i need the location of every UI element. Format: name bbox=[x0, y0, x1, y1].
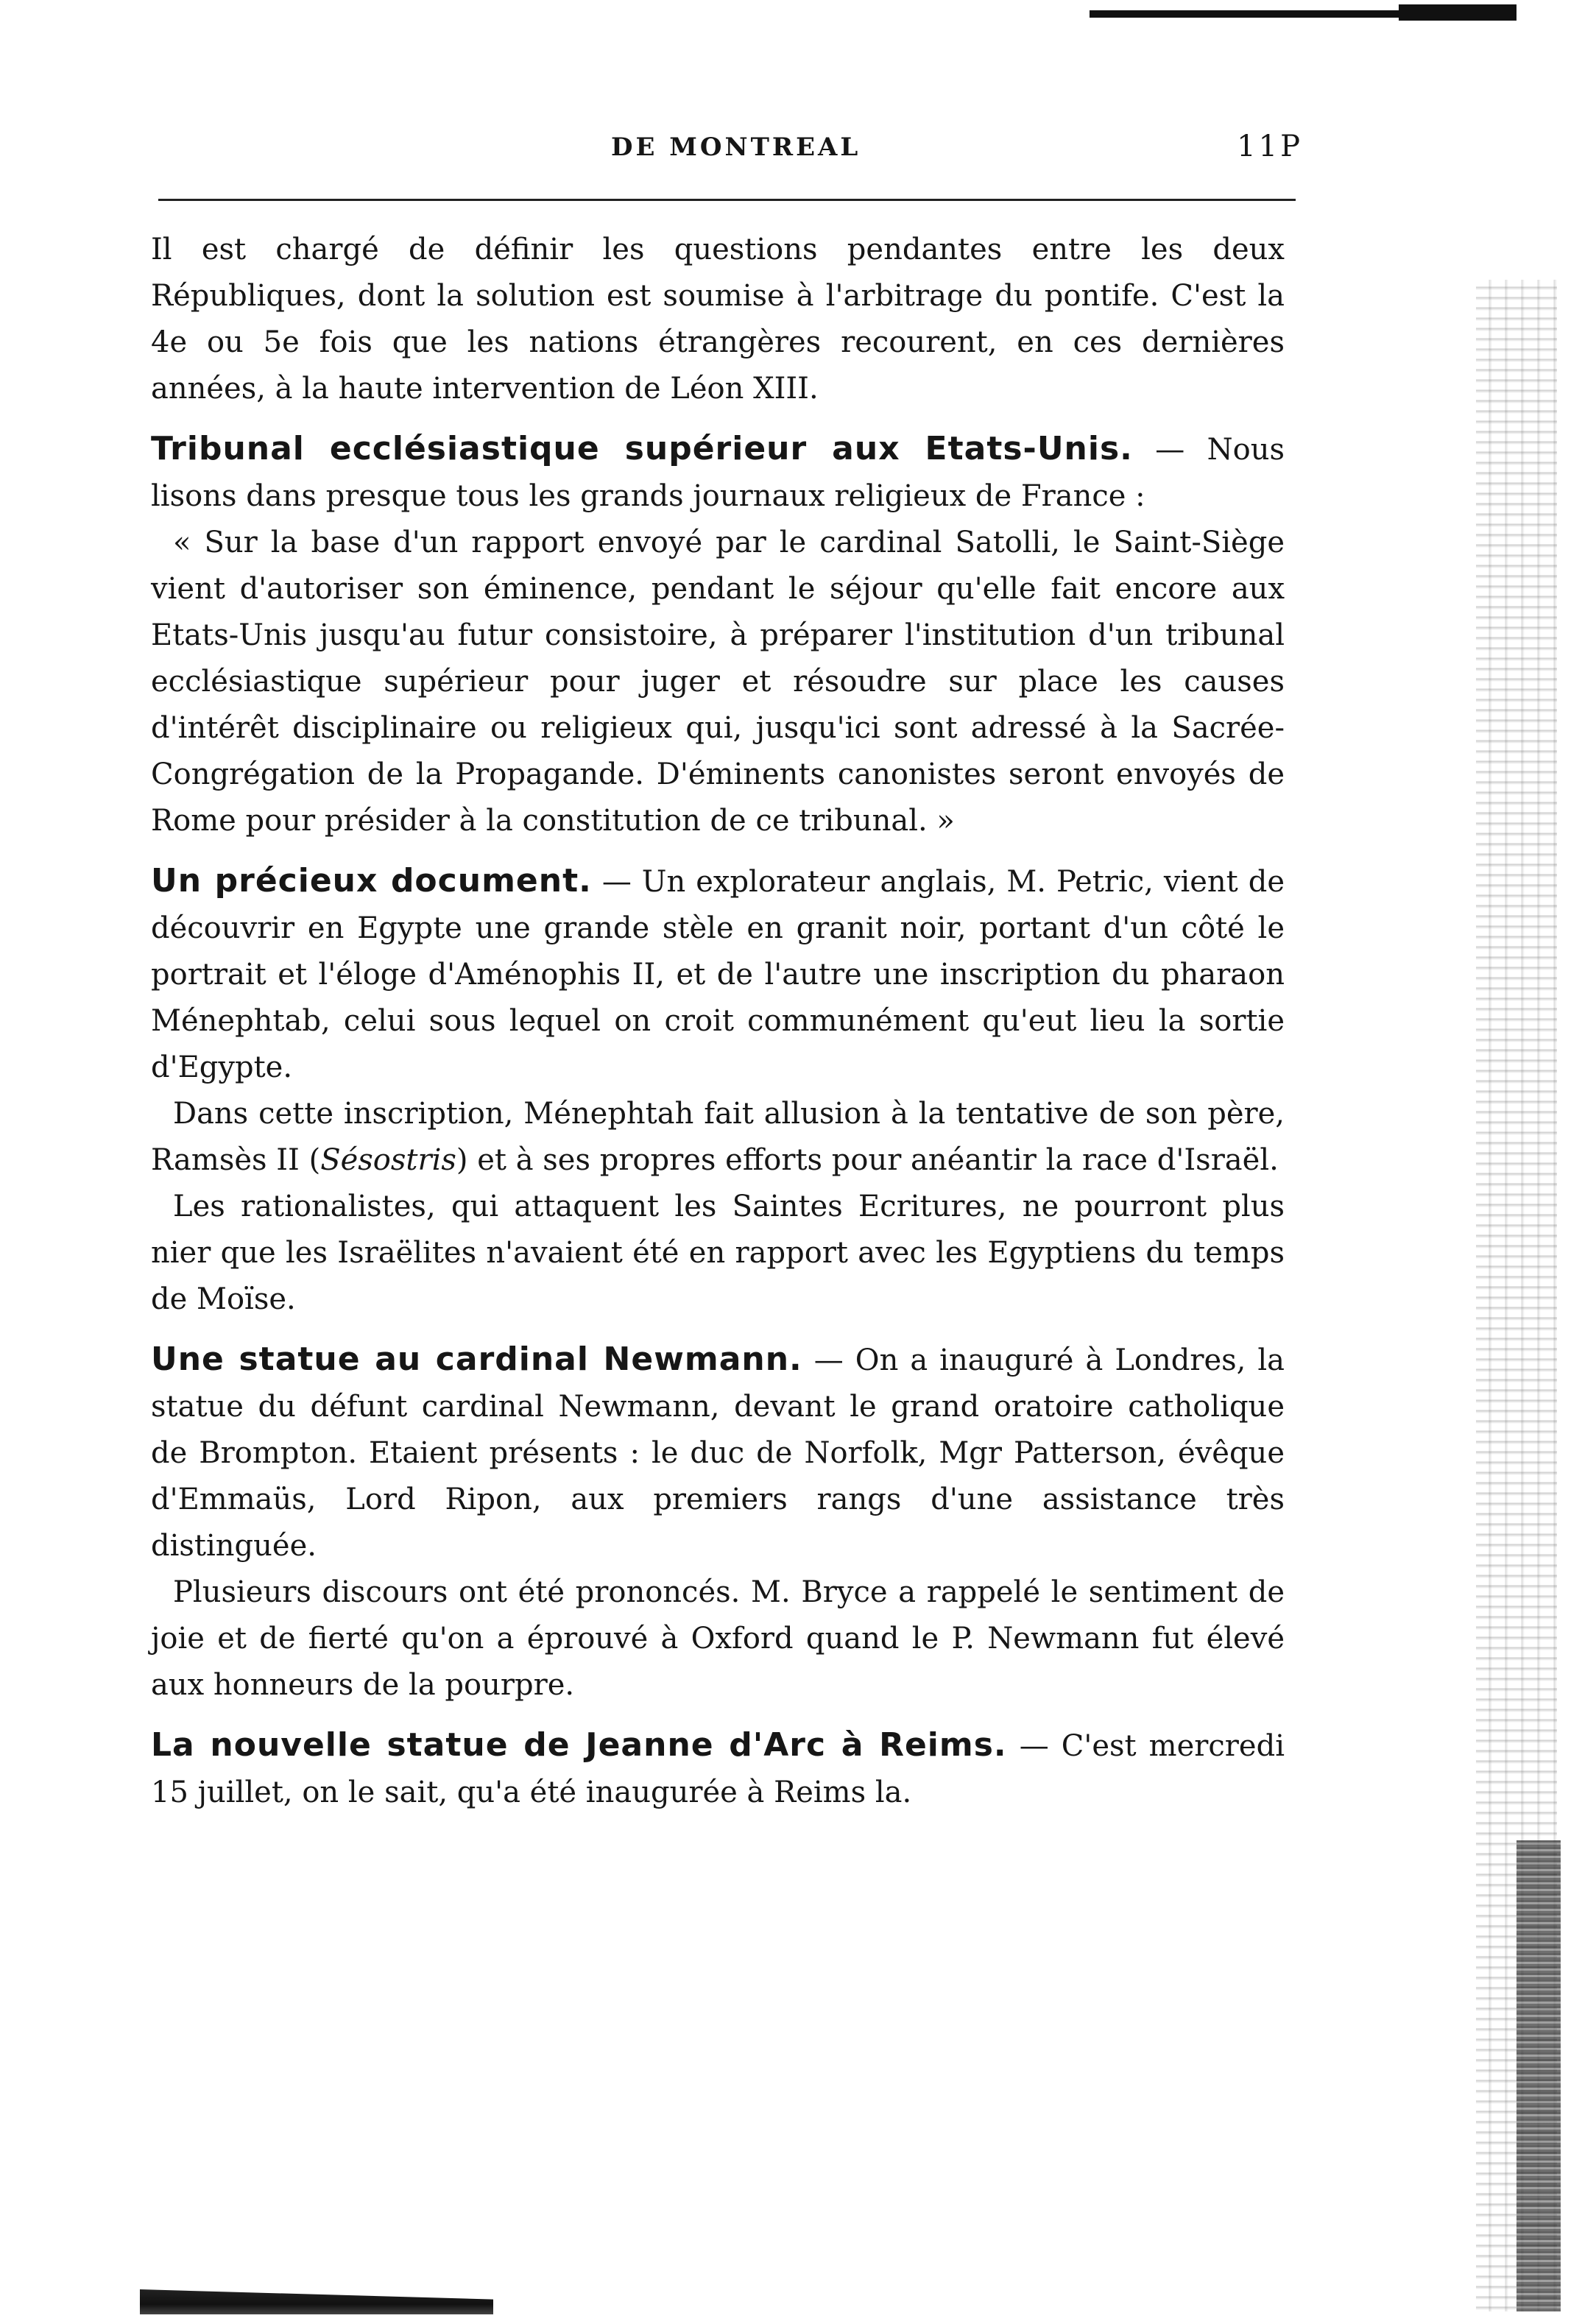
paragraph-inscription bbox=[151, 1091, 1285, 1184]
paragraph-tribunal-quote: « Sur la base d'un rapport envoyé par le cardinal Satolli, le Saint-Siège vient d'autoriser son éminence, pendant le séjour qu'elle fait encore aux Etats-Unis jusqu'au futur consistoire, à préparer l'institution d'un tribunal ecclésiastique supérieur pour juger et résoudre sur place les causes d'intérêt disciplinaire ou religieux qui, jusqu'ici sont adressé à la Sacrée-Congrégation de la Propagande. D'éminents canonistes seront envoyés de Rome pour présider à la constitution de ce tribunal. » bbox=[151, 526, 1285, 838]
section-heading-newmann: Une statue au cardinal Newmann. bbox=[151, 1340, 802, 1378]
section-text-newmann: — On a inauguré à Londres, la statue du défunt cardinal Newmann, devant le grand oratoire catholique de Brompton. Etaient présents : le duc de Norfolk, Mgr Patterson, évêque d'Emmaüs, Lord Ripon, aux premiers rangs d'une assistance très distinguée. bbox=[151, 1343, 1285, 1563]
section-text-jeanne: — C'est mercredi 15 juillet, on le sait, qu'a été inaugurée à Reims la. bbox=[151, 1729, 1285, 1809]
paragraph-arbitration: Il est chargé de définir les questions pendantes entre les deux Républiques, dont la solution est soumise à l'arbitrage du pontife. C'est la 4e ou 5e fois que les nations étrangères recourent, en ces dernières années, à la haute intervention de Léon XIII. bbox=[151, 233, 1285, 406]
scan-bottom-mark bbox=[140, 2289, 493, 2314]
section-text-tribunal-lead: — Nous lisons dans presque tous les grands journaux religieux de France : bbox=[151, 433, 1285, 513]
section-newmann bbox=[151, 1336, 1285, 1569]
paragraph-rationalists: Les rationalistes, qui attaquent les Saintes Ecritures, ne pourront plus nier que les Israëlites n'avaient été en rapport avec les Egyptiens du temps de Moïse. bbox=[151, 1190, 1285, 1316]
section-heading-jeanne: La nouvelle statue de Jeanne d'Arc à Reims. bbox=[151, 1726, 1007, 1764]
section-heading-document: Un précieux document. bbox=[151, 862, 592, 900]
section-text-document: — Un explorateur anglais, M. Petric, vient de découvrir en Egypte une grande stèle en granit noir, portant d'un côté le portrait et l'éloge d'Aménophis II, et de l'autre une inscription du pharaon Ménephtab, celui sous lequel on croit communément qu'eut lieu la sortie d'Egypte. bbox=[151, 865, 1285, 1084]
page-number: 11P bbox=[1237, 130, 1303, 163]
running-head bbox=[155, 130, 1303, 177]
section-document bbox=[151, 858, 1285, 1091]
inscription-text-a: Dans cette inscription, Ménephtah fait allusion à la tentative de son père, Ramsès II ( bbox=[151, 1097, 1285, 1177]
scan-edge-mark-thick bbox=[1399, 4, 1516, 21]
inscription-italic-name: Sésostris bbox=[320, 1143, 456, 1177]
section-jeanne bbox=[151, 1722, 1285, 1816]
page-body bbox=[151, 227, 1285, 1816]
inscription-text-b: ) et à ses propres efforts pour anéantir la race d'Israël. bbox=[456, 1143, 1279, 1177]
binding-dark-edge bbox=[1516, 1840, 1561, 2311]
section-heading-tribunal: Tribunal ecclésiastique supérieur aux Etats-Unis. bbox=[151, 430, 1133, 467]
paragraph-speeches: Plusieurs discours ont été prononcés. M. Bryce a rappelé le sentiment de joie et de fierté qu'on a éprouvé à Oxford quand le P. Newmann fut élevé aux honneurs de la pourpre. bbox=[151, 1575, 1285, 1702]
header-rule bbox=[158, 199, 1296, 201]
running-title: DE MONTREAL bbox=[611, 133, 861, 162]
section-tribunal bbox=[151, 425, 1285, 520]
